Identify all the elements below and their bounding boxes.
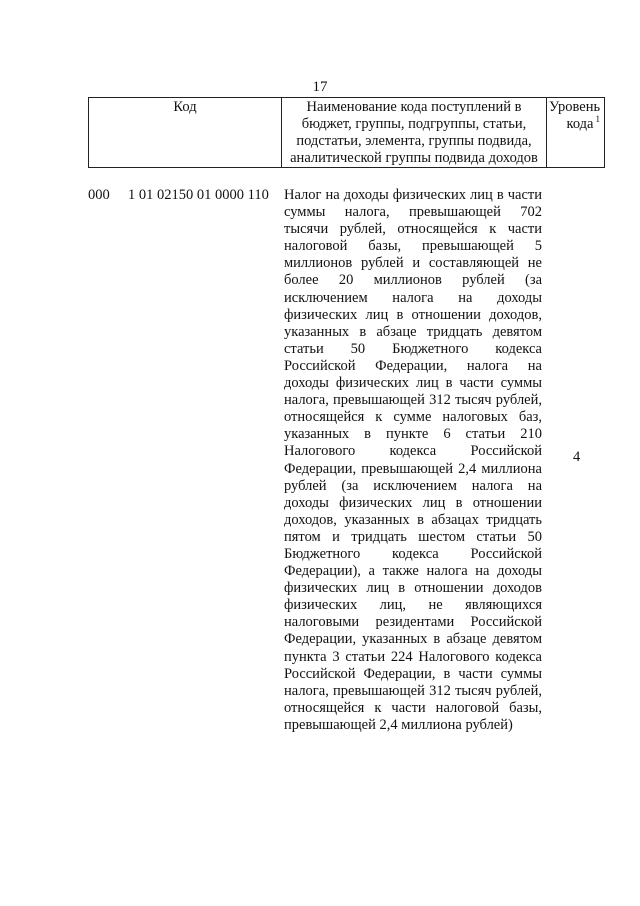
- row-level: 4: [573, 449, 581, 465]
- header-name-cell: [282, 98, 547, 168]
- header-code-label: Код: [173, 99, 197, 115]
- header-level-cell: [547, 98, 605, 168]
- row-admin-code: 000: [88, 187, 110, 203]
- header-level-label: Уровень кода: [549, 99, 601, 132]
- table-header: [88, 97, 605, 168]
- page-number: 17: [312, 79, 328, 95]
- header-name-label: Наименование кода поступлений в бюджет, группы, подгруппы, статьи, подстатьи, элемента, группы подвида, аналитической группы подвида доходов: [290, 99, 538, 166]
- header-code-cell: [89, 98, 282, 168]
- row-income-code: 1 01 02150 01 0000 110: [128, 187, 269, 203]
- header-level-footnote: 1: [595, 114, 600, 124]
- row-income-name: Налог на доходы физических лиц в части суммы налога, превышающей 702 тысячи рублей, относящейся к части налоговой базы, превышающей 5 миллионов рублей и составляющей не более 20 миллионов рублей (за исключением налога на доходы физических лиц в отношении доходов, указанных в абзаце тридцать девятом статьи 50 Бюджетного кодекса Российской Федерации, налога на доходы физических лиц в части суммы налога, превышающей 312 тысяч рублей, относящейся к сумме налоговых баз, указанных в пункте 6 статьи 210 Налогового кодекса Российской Федерации, превышающей 2,4 миллиона рублей (за исключением налога на доходы физических лиц в отношении доходов, указанных в абзацах тридцать пятом и тридцать шестом статьи 50 Бюджетного кодекса Российской Федерации), а также налога на доходы физических лиц в отношении доходов физических лиц, не являющихся налоговыми резидентами Российской Федерации, указанных в абзаце девятом пункта 3 статьи 224 Налогового кодекса Российской Федерации, в части суммы налога, превышающей 312 тысяч рублей, относящейся к части налоговой базы, превышающей 2,4 миллиона рублей): [284, 187, 542, 733]
